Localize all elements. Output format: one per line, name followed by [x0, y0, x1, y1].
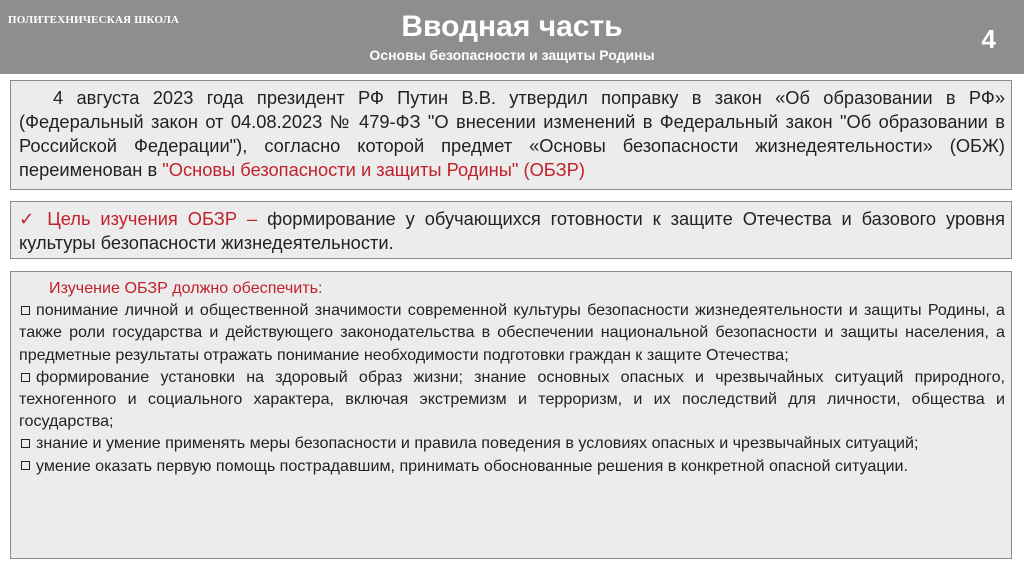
study-goal-box [10, 201, 1012, 259]
new-subject-name: "Основы безопасности и защиты Родины" (ОБЗР) [162, 159, 585, 180]
slide-title: Вводная часть [401, 10, 623, 43]
list-item-text: понимание личной и общественной значимости современной культуры безопасности жизнедеятельности и защиты Родины, а также роли государства и действующего законодательства в обеспечении национальной безопасности и защиты населения, а предметные результаты отражать понимание необходимости подготовки граждан к защите Отечества; [19, 301, 1005, 364]
list-item [19, 455, 1005, 477]
list-item-text: формирование установки на здоровый образ жизни; знание основных опасных и чрезвычайных ситуаций природного, техногенного и социального характера, включая экстремизм и терроризм, и их последствий для личности, общества и государства; [19, 367, 1005, 431]
list-item [19, 366, 1005, 433]
study-goal-label: Цель изучения ОБЗР – [47, 208, 258, 229]
checkbox-square-icon [21, 306, 30, 315]
list-item [19, 432, 1005, 454]
slide-number: 4 [981, 24, 996, 54]
checkbox-square-icon [21, 439, 30, 448]
study-outcomes-box [10, 271, 1012, 559]
slide-header [0, 0, 1024, 74]
list-item-text: знание и умение применять меры безопасности и правила поведения в условиях опасных и чрезвычайных ситуаций; [36, 434, 919, 453]
study-outcomes-heading: Изучение ОБЗР должно обеспечить: [49, 279, 323, 297]
list-item [19, 299, 1005, 366]
law-amendment-text: 4 августа 2023 года президент РФ Путин В.В. утвердил поправку в закон «Об образовании в РФ» (Федеральный закон от 04.08.2023 № 479-ФЗ "О внесении изменений в Федеральный закон "Об образовании в Российской Федерации"), согласно которой предмет «Основы безопасности жизнедеятельности» (ОБЖ) переименован в [19, 87, 1005, 180]
list-item-text: умение оказать первую помощь пострадавшим, принимать обоснованные решения в конкретной опасной ситуации. [36, 456, 908, 475]
school-name: ПОЛИТЕХНИЧЕСКАЯ ШКОЛА [8, 14, 180, 26]
law-amendment-box [10, 80, 1012, 190]
checkbox-square-icon [21, 461, 30, 470]
checkbox-square-icon [21, 373, 30, 382]
check-icon: ✓ [19, 208, 40, 229]
slide-subtitle: Основы безопасности и защиты Родины [369, 47, 655, 63]
study-goal-text: формирование у обучающихся готовности к защите Отечества и базового уровня культуры безопасности жизнедеятельности. [19, 208, 1005, 253]
